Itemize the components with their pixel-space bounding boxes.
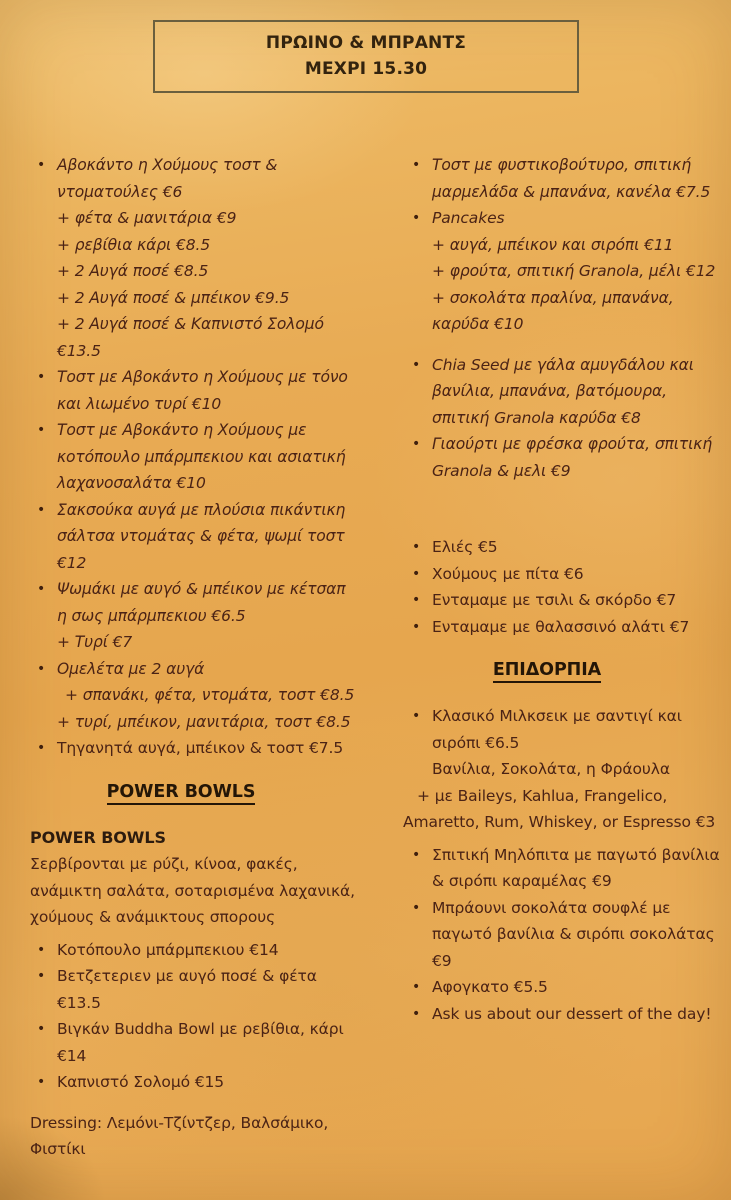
menu-item-lines [57,576,346,656]
menu-text [30,825,332,852]
menu-line: Chia Seed με γάλα αμυγδάλου και [432,355,694,374]
section-header [30,779,332,806]
menu-item-lines [57,1069,332,1096]
menu-line: Γιαούρτι με φρέσκα φρούτα, σπιτική [432,435,713,453]
bullet-icon: • [412,157,421,173]
menu-item [405,614,689,641]
menu-item-lines [432,1001,711,1028]
menu-line: μαρμελάδα & μπανάνα, κανέλα €7.5 [432,182,711,201]
menu-item-lines [57,364,348,417]
bullet-icon: • [37,740,46,756]
menu-line: + φέτα & μανιτάρια €9 [57,209,237,227]
menu-line: POWER BOWLS [30,827,166,847]
bullet-icon: • [412,565,421,582]
menu-line: Χούμους με πίτα €6 [432,564,584,583]
menu-item-lines [30,1110,332,1163]
menu-line: Τοστ με Αβοκάντο η Χούμους με [57,421,307,439]
menu-item [30,152,332,364]
menu-column-right [403,152,720,1027]
menu-line: Granola & μελι €9 [432,461,571,480]
menu-line: η σως μπάρμπεκιου €6.5 [57,606,246,625]
menu-column-left [30,152,356,1163]
menu-item-lines [57,497,345,577]
menu-line: + τυρί, μπέικον, μανιτάρια, τοστ €8.5 [57,712,351,731]
menu-line: Ομελέτα με 2 αυγά [57,659,205,678]
menu-item [405,534,689,561]
menu-item-lines [57,735,343,762]
bullet-icon: • [37,581,46,597]
menu-item-lines [432,614,689,641]
menu-line: παγωτό βανίλια & σιρόπι σοκολάτας [432,925,715,943]
bullet-icon: • [37,660,46,677]
menu-item [405,205,716,338]
menu-line: + Τυρί €7 [57,633,133,651]
bullet-icon: • [412,899,421,916]
menu-line: Μπράουνι σοκολάτα σουφλέ με [432,898,671,917]
bullet-icon: • [412,618,421,635]
menu-line: & σιρόπι καραμέλας €9 [432,872,612,890]
menu-item-lines [57,417,346,497]
bullet-icon: • [412,356,421,373]
menu-item-lines [432,205,715,338]
menu-item [405,152,711,205]
menu-line: Ελιές €5 [432,538,498,556]
menu-line: Κοτόπουλο μπάρμπεκιου €14 [57,940,279,959]
bullet-icon: • [37,941,46,958]
menu-item-lines [432,352,694,432]
menu-line: + 2 Αυγά ποσέ €8.5 [57,262,209,280]
menu-line: Βιγκάν Buddha Bowl με ρεβίθια, κάρι [57,1020,344,1038]
menu-item-lines [30,851,355,931]
section-header-text: POWER BOWLS [107,782,256,805]
menu-line: σπιτική Granola καρύδα €8 [432,408,641,427]
menu-item [30,1016,344,1069]
menu-line: + 2 Αυγά ποσέ & Καπνιστό Σολομό [57,315,324,333]
menu-item [405,431,713,484]
menu-line: Τηγανητά αυγά, μπέικον & τοστ €7.5 [57,739,344,757]
menu-item-lines [57,1016,344,1069]
bullet-icon: • [412,1005,421,1022]
menu-item-lines [432,587,689,614]
section-header [405,657,689,684]
menu-item-lines [432,974,689,1001]
menu-line: και λιωμένο τυρί €10 [57,394,222,413]
menu-line: €14 [57,1046,87,1065]
menu-item-lines [432,431,712,484]
bullet-icon: • [37,501,46,518]
menu-title-box [153,20,579,93]
menu-item [30,963,332,1016]
bullet-icon: • [412,210,421,226]
menu-line: + φρούτα, σπιτική Granola, μέλι €12 [432,262,716,280]
menu-item-lines [432,842,720,895]
menu-line: Σπιτική Μηλόπιτα με παγωτό βανίλια [432,845,720,864]
bullet-icon: • [37,422,46,438]
menu-item-lines [57,937,332,964]
menu-item-lines [30,825,332,852]
menu-text [30,851,356,931]
menu-line: Σακσούκα αυγά με πλούσια πικάντικη [57,500,346,519]
menu-line: ντοματούλες €6 [57,182,183,201]
menu-item [405,352,694,432]
menu-line: Pancakes [432,209,505,227]
menu-line: + σοκολάτα πραλίνα, μπανάνα, [432,288,674,307]
menu-item [30,497,346,577]
menu-item [405,1001,712,1028]
bullet-icon: • [412,979,421,995]
menu-item-lines [432,534,689,561]
menu-item [30,656,355,736]
bullet-icon: • [37,369,46,385]
menu-item [30,1069,332,1096]
menu-line: σιρόπι €6.5 [432,733,520,752]
menu-line: Φιστίκι [30,1140,86,1158]
menu-item [405,842,720,895]
menu-line: €13.5 [57,993,101,1012]
bullet-icon: • [412,436,421,452]
menu-line: Dressing: Λεμόνι-Τζίντζερ, Βαλσάμικο, [30,1113,329,1132]
menu-line: Αβοκάντο η Χούμους τοστ & [57,156,278,174]
menu-line: καρύδα €10 [432,315,524,333]
menu-item-lines [57,963,332,1016]
menu-line: + σπανάκι, φέτα, ντομάτα, τοστ €8.5 [65,686,355,704]
bullet-icon: • [37,968,46,984]
menu-line: + ρεβίθια κάρι €8.5 [57,235,211,254]
menu-line: Αφογκατο €5.5 [432,978,548,996]
menu-line: χούμους & ανάμικτους σπορους [30,908,276,926]
menu-item [30,937,332,964]
bullet-icon: • [412,539,421,555]
menu-item [30,735,344,762]
menu-item-lines [57,152,332,364]
menu-line: €12 [57,553,87,572]
menu-item [405,895,715,975]
menu-item [30,364,348,417]
menu-item [405,587,689,614]
menu-line: Τοστ με φυστικοβούτυρο, σπιτική [432,156,692,174]
menu-text [30,1110,332,1163]
menu-item-lines [432,152,710,205]
menu-line: Ενταμαμε με θαλασσινό αλάτι €7 [432,617,690,636]
menu-line: βανίλια, μπανάνα, βατόμουρα, [432,382,667,400]
menu-item-lines [432,895,715,975]
menu-item [30,417,346,497]
menu-line: Βετζετεριεν με αυγό ποσέ & φέτα [57,967,317,985]
menu-line: Ψωμάκι με αυγό & μπέικον με κέτσαπ [57,580,346,598]
bullet-icon: • [412,846,421,863]
menu-item [405,974,689,1001]
menu-title-line-1: ΠΡΩΙΝΟ & ΜΠΡΑΝΤΣ [265,33,467,53]
menu-line: + 2 Αυγά ποσέ & μπέικον €9.5 [57,288,290,307]
menu-line: + με Baileys, Kahlua, Frangelico, [417,786,668,805]
menu-item [30,576,346,656]
menu-line: λαχανοσαλάτα €10 [57,474,206,492]
menu-line: €9 [432,951,452,970]
menu-line: Βανίλια, Σοκολάτα, η Φράουλα [432,760,670,778]
bullet-icon: • [412,592,421,608]
menu-line: Καπνιστό Σολομό €15 [57,1073,225,1091]
menu-line: ανάμικτη σαλάτα, σοταρισμένα λαχανικά, [30,881,356,900]
menu-title-line-2: ΜΕΧΡΙ 15.30 [304,59,428,79]
menu-item-lines [432,561,689,588]
menu-item [403,703,716,836]
menu-line: Σερβίρονται με ρύζι, κίνοα, φακές, [30,855,298,873]
menu-item-lines [57,656,354,736]
menu-line: + αυγά, μπέικον και σιρόπι €11 [432,235,674,254]
menu-line: Τοστ με Αβοκάντο η Χούμους με τόνο [57,368,348,386]
menu-line: κοτόπουλο μπάρμπεκιου και ασιατική [57,447,346,466]
bullet-icon: • [37,1021,46,1037]
menu-line: Amaretto, Rum, Whiskey, or Espresso €3 [403,813,716,831]
menu-item [405,561,689,588]
section-header-text: ΕΠΙΔΟΡΠΙΑ [493,660,601,683]
menu-line: €13.5 [57,341,101,360]
menu-line: Ask us about our dessert of the day! [432,1004,712,1023]
bullet-icon: • [37,1074,46,1090]
menu-item-lines [403,703,716,836]
menu-line: Κλασικό Μιλκσεικ με σαντιγί και [432,707,682,725]
menu-line: σάλτσα ντομάτας & φέτα, ψωμί τοστ [57,527,345,545]
bullet-icon: • [37,157,46,173]
bullet-icon: • [412,708,421,724]
menu-line: Ενταμαμε με τσιλι & σκόρδο €7 [432,591,677,609]
